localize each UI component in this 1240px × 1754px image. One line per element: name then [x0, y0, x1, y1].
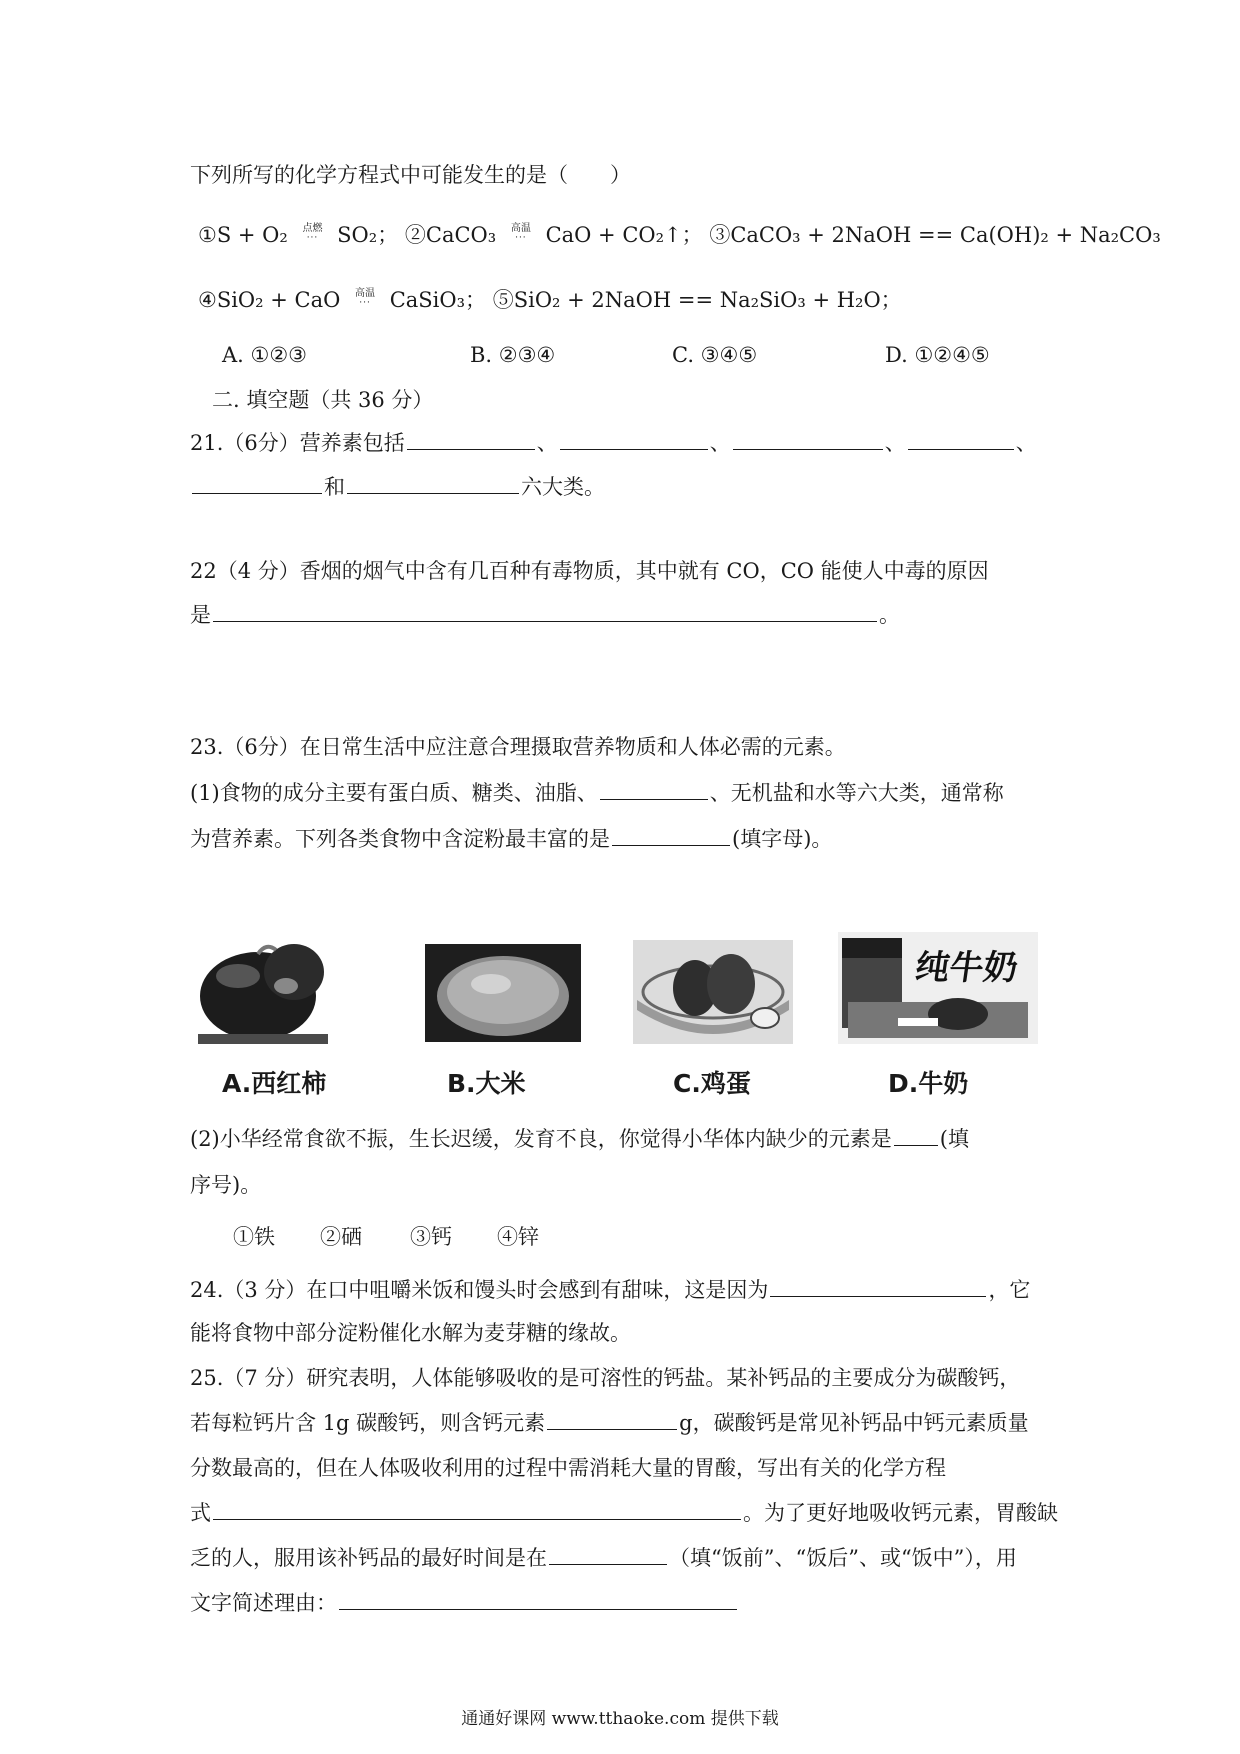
q20-option-a[interactable]: A. ①②③: [222, 343, 307, 367]
q23-p2-line1: (2)小华经常食欲不振，生长迟缓，发育不良，你觉得小华体内缺少的元素是 (填: [190, 1127, 969, 1151]
section-title: 二. 填空题（共 36 分）: [212, 388, 434, 412]
eq5-num: ⑤: [492, 288, 514, 312]
q20-option-b[interactable]: B. ②③④: [470, 343, 556, 367]
q21-blank-6[interactable]: [347, 473, 519, 494]
q24-line2: 能将食物中部分淀粉催化水解为麦芽糖的缘故。: [190, 1321, 631, 1345]
eq4-left: SiO₂ + CaO: [216, 288, 341, 312]
q20-option-d[interactable]: D. ①②④⑤: [885, 343, 990, 367]
q23-p1-line2: 为营养素。下列各类食物中含淀粉最丰富的是 (填字母)。: [190, 827, 833, 851]
q23-p1-line1: (1)食物的成分主要有蛋白质、糖类、油脂、 、无机盐和水等六大类，通常称: [190, 781, 1004, 805]
q21-blank-5[interactable]: [192, 473, 322, 494]
eq1-right: SO₂；: [337, 223, 399, 247]
eq2-right: CaO + CO₂↑；: [545, 223, 703, 247]
eq2-left: CaCO₃: [425, 223, 497, 247]
food-caption-d: D.牛奶: [888, 1069, 969, 1098]
q23-blank-3[interactable]: [894, 1125, 938, 1146]
eq1-num: ①: [198, 223, 217, 247]
eq4-num: ④: [198, 288, 217, 312]
q24-blank[interactable]: [770, 1276, 986, 1297]
food-caption-b: B.大米: [447, 1069, 526, 1098]
eq1-left: S + O₂: [216, 223, 288, 247]
q24-line1: 24.（3 分）在口中咀嚼米饭和馒头时会感到有甜味，这是因为 ，它: [190, 1278, 1031, 1302]
eq2-condition: 高温 ···: [510, 222, 531, 243]
eq3: CaCO₃ + 2NaOH == Ca(OH)₂ + Na₂CO₃: [730, 223, 1161, 247]
food-caption-c: C.鸡蛋: [673, 1069, 751, 1098]
q22-line1: 22（4 分）香烟的烟气中含有几百种有毒物质，其中就有 CO，CO 能使人中毒的原因: [190, 559, 989, 583]
choice-selenium: ②硒: [320, 1225, 362, 1249]
milk-image: [838, 932, 1038, 1044]
q20-option-c[interactable]: C. ③④⑤: [672, 343, 758, 367]
q23-p2-line2: 序号)。: [190, 1173, 262, 1197]
q25-blank-3[interactable]: [549, 1544, 667, 1565]
milk-brand-text: 纯牛奶: [912, 948, 1021, 988]
egg-image: [633, 940, 793, 1044]
q22-blank[interactable]: [213, 601, 877, 622]
q21-line1: 21.（6分）营养素包括 、 、 、 、: [190, 431, 1037, 455]
q23-blank-1[interactable]: [600, 779, 708, 800]
q21-blank-2[interactable]: [560, 429, 708, 450]
q25-line6: 文字简述理由：: [190, 1588, 739, 1618]
choice-calcium: ③钙: [410, 1225, 452, 1249]
q22-line2: 是 。: [190, 603, 900, 627]
choice-zinc: ④锌: [497, 1225, 539, 1249]
q25-blank-4[interactable]: [339, 1589, 737, 1610]
rice-image: [425, 944, 581, 1042]
eq4-right: CaSiO₃；: [389, 288, 487, 312]
q21-suffix: 六大类。: [521, 475, 605, 499]
eq3-num: ③: [709, 223, 731, 247]
q21-blank-4[interactable]: [908, 429, 1014, 450]
q23-blank-2[interactable]: [612, 825, 730, 846]
eq1-condition: 点燃 ···: [302, 222, 323, 243]
q25-line3: 分数最高的，但在人体吸收利用的过程中需消耗大量的胃酸，写出有关的化学方程: [190, 1456, 946, 1480]
page-footer: 通通好课网 www.tthaoke.com 提供下载: [461, 1709, 779, 1729]
tomato-image: [198, 934, 328, 1044]
q25-line4: 式 。为了更好地吸收钙元素，胃酸缺: [190, 1501, 1058, 1525]
choice-iron: ①铁: [233, 1225, 275, 1249]
food-caption-a: A.西红柿: [222, 1069, 327, 1098]
q20-equations-row2: [198, 285, 902, 315]
eq5: SiO₂ + 2NaOH == Na₂SiO₃ + H₂O；: [513, 288, 902, 312]
eq4-condition: 高温 ···: [355, 287, 376, 308]
q25-blank-2[interactable]: [213, 1499, 741, 1520]
q25-line5: 乏的人，服用该补钙品的最好时间是在 （填“饭前”、“饭后”、或“饭中”），用: [190, 1546, 1017, 1570]
q21-line2: 和 六大类。: [190, 472, 605, 502]
eq2-num: ②: [404, 223, 426, 247]
q21-prefix: 21.（6分）营养素包括: [190, 431, 405, 455]
q20-stem: 下列所写的化学方程式中可能发生的是（ ）: [190, 163, 631, 187]
q21-blank-1[interactable]: [407, 429, 535, 450]
q25-line1: 25.（7 分）研究表明，人体能够吸收的是可溶性的钙盐。某补钙品的主要成分为碳酸钙，: [190, 1366, 1021, 1390]
q20-equations-row1: [198, 220, 1161, 250]
q25-blank-1[interactable]: [547, 1409, 677, 1430]
q23-stem: 23.（6分）在日常生活中应注意合理摄取营养物质和人体必需的元素。: [190, 735, 846, 759]
q21-blank-3[interactable]: [733, 429, 883, 450]
q25-line2: 若每粒钙片含 1g 碳酸钙，则含钙元素 g，碳酸钙是常见补钙品中钙元素质量: [190, 1411, 1029, 1435]
